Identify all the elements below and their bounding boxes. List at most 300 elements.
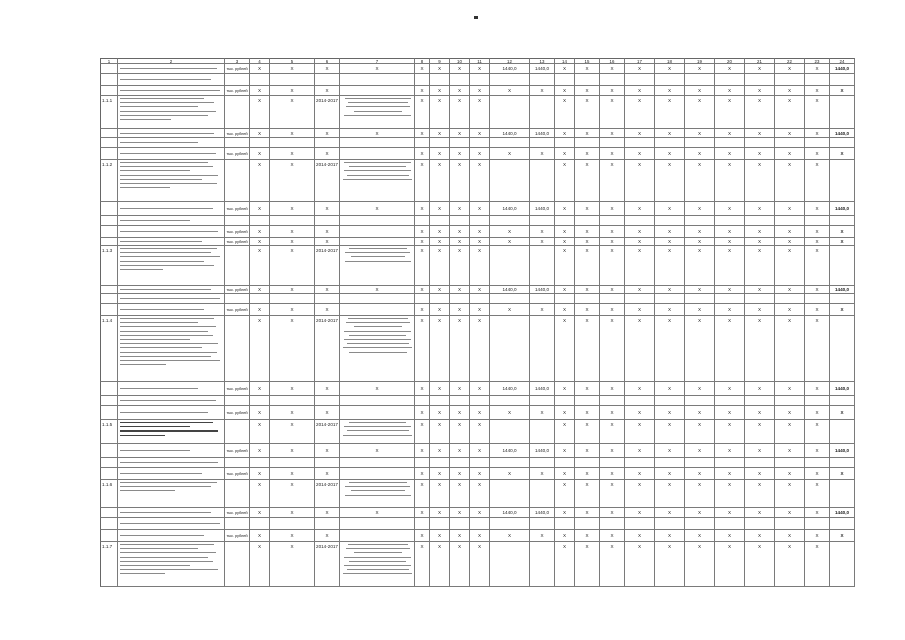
value-cell: X <box>270 64 315 74</box>
value-cell: X <box>250 202 270 216</box>
value-cell: X <box>575 286 600 294</box>
value-cell <box>575 396 600 406</box>
value-cell <box>600 518 625 530</box>
column-number: 13 <box>530 58 555 64</box>
value-cell: X <box>655 148 685 160</box>
value-cell: X <box>490 148 530 160</box>
unit-cell <box>225 138 250 148</box>
unit-cell: тыс. рублей <box>225 286 250 294</box>
value-cell: X <box>805 304 830 316</box>
value-cell <box>315 294 340 304</box>
value-cell: X <box>745 444 775 458</box>
value-cell: X <box>715 246 745 286</box>
text-line <box>120 573 165 574</box>
value-cell: X <box>805 508 830 518</box>
value-cell: X <box>655 202 685 216</box>
text-line <box>120 422 213 423</box>
column-number: 7 <box>340 58 415 64</box>
text-line <box>120 208 213 209</box>
value-cell <box>745 216 775 226</box>
value-cell <box>530 246 555 286</box>
text-line <box>346 548 410 549</box>
text-line <box>343 347 412 348</box>
value-cell <box>430 216 450 226</box>
description-cell <box>118 468 225 480</box>
text-line <box>120 356 211 357</box>
value-cell <box>530 160 555 202</box>
value-cell: X <box>270 444 315 458</box>
value-cell: X <box>430 238 450 246</box>
value-cell <box>830 74 855 86</box>
value-cell <box>415 518 430 530</box>
unit-cell <box>225 420 250 444</box>
value-cell: X <box>555 508 575 518</box>
value-cell: X <box>775 508 805 518</box>
value-cell <box>715 138 745 148</box>
value-cell: X <box>470 480 490 508</box>
value-cell: X <box>415 286 430 294</box>
funding-row <box>100 396 855 406</box>
value-cell: X <box>555 530 575 542</box>
value-cell: X <box>490 86 530 96</box>
value-cell: X <box>315 304 340 316</box>
value-cell: X <box>600 160 625 202</box>
value-cell: X <box>625 542 655 587</box>
funding-row <box>100 238 855 246</box>
value-cell: X <box>470 382 490 396</box>
value-cell: X <box>575 96 600 129</box>
value-cell: X <box>775 64 805 74</box>
text-line <box>120 331 208 332</box>
value-cell: X <box>685 286 715 294</box>
text-line <box>120 347 202 348</box>
value-cell <box>775 458 805 468</box>
value-cell: X <box>470 246 490 286</box>
text-line <box>347 569 409 570</box>
text-line <box>120 98 204 99</box>
value-cell: X <box>555 406 575 420</box>
responsible-cell <box>340 316 415 382</box>
value-cell <box>830 160 855 202</box>
value-cell: X <box>655 382 685 396</box>
column-number: 1 <box>100 58 118 64</box>
value-cell <box>625 396 655 406</box>
text-line <box>120 339 190 340</box>
text-line <box>120 90 220 91</box>
text-line <box>120 248 217 249</box>
value-cell: X <box>470 530 490 542</box>
value-cell: 1440,0 <box>830 286 855 294</box>
value-cell: X <box>715 480 745 508</box>
value-cell <box>340 86 415 96</box>
value-cell: X <box>715 238 745 246</box>
value-cell: X <box>600 406 625 420</box>
value-cell <box>530 396 555 406</box>
value-cell: X <box>600 508 625 518</box>
value-cell: X <box>775 468 805 480</box>
value-cell: X <box>415 316 430 382</box>
value-cell <box>430 458 450 468</box>
value-cell <box>340 304 415 316</box>
row-number <box>100 216 118 226</box>
responsible-cell <box>340 96 415 129</box>
unit-cell <box>225 74 250 86</box>
text-line <box>120 183 217 184</box>
value-cell <box>490 294 530 304</box>
program-item-row <box>100 246 855 286</box>
value-cell <box>340 226 415 238</box>
value-cell <box>530 74 555 86</box>
value-cell: X <box>430 148 450 160</box>
value-cell: X <box>775 420 805 444</box>
value-cell <box>685 458 715 468</box>
value-cell: X <box>250 286 270 294</box>
value-cell: X <box>805 64 830 74</box>
value-cell: X <box>805 96 830 129</box>
funding-row <box>100 444 855 458</box>
value-cell: X <box>625 444 655 458</box>
value-cell: X <box>430 382 450 396</box>
row-number <box>100 530 118 542</box>
column-number: 8 <box>415 58 430 64</box>
value-cell: X <box>805 238 830 246</box>
value-cell: X <box>830 238 855 246</box>
value-cell: X <box>470 160 490 202</box>
description-cell <box>118 129 225 138</box>
value-cell <box>415 74 430 86</box>
row-number <box>100 458 118 468</box>
text-line <box>120 142 198 143</box>
value-cell <box>830 396 855 406</box>
value-cell <box>490 216 530 226</box>
budget-table <box>100 58 855 587</box>
unit-cell: тыс. рублей <box>225 406 250 420</box>
value-cell <box>715 74 745 86</box>
value-cell: X <box>685 160 715 202</box>
value-cell: X <box>575 238 600 246</box>
value-cell <box>340 530 415 542</box>
row-number <box>100 508 118 518</box>
value-cell: X <box>775 542 805 587</box>
value-cell <box>450 74 470 86</box>
value-cell: X <box>315 129 340 138</box>
value-cell: X <box>805 148 830 160</box>
value-cell: 1440,0 <box>530 508 555 518</box>
column-number: 21 <box>745 58 775 64</box>
value-cell: X <box>415 480 430 508</box>
value-cell: X <box>745 530 775 542</box>
value-cell: X <box>430 286 450 294</box>
funding-row <box>100 286 855 294</box>
value-cell: X <box>250 444 270 458</box>
value-cell: X <box>685 468 715 480</box>
value-cell <box>805 216 830 226</box>
value-cell: X <box>270 246 315 286</box>
value-cell: X <box>340 286 415 294</box>
value-cell <box>775 74 805 86</box>
value-cell <box>625 458 655 468</box>
value-cell: X <box>250 382 270 396</box>
description-cell <box>118 508 225 518</box>
value-cell: X <box>575 530 600 542</box>
value-cell: X <box>250 480 270 508</box>
value-cell: X <box>270 468 315 480</box>
value-cell <box>805 396 830 406</box>
text-line <box>120 261 204 262</box>
value-cell: 1440,0 <box>530 64 555 74</box>
text-line <box>120 490 175 491</box>
text-line <box>343 435 412 436</box>
text-line <box>120 106 198 107</box>
value-cell <box>490 396 530 406</box>
text-line <box>347 430 409 431</box>
text-line <box>120 220 190 221</box>
value-cell <box>470 458 490 468</box>
text-line <box>120 565 190 566</box>
text-line <box>120 544 214 545</box>
value-cell: X <box>575 468 600 480</box>
text-line <box>344 170 411 171</box>
value-cell: 1440,0 <box>490 64 530 74</box>
row-number <box>100 396 118 406</box>
value-cell <box>685 518 715 530</box>
value-cell <box>415 294 430 304</box>
row-number: 1.1.6 <box>100 480 118 508</box>
text-line <box>120 557 208 558</box>
value-cell: X <box>415 129 430 138</box>
value-cell: X <box>625 148 655 160</box>
text-line <box>349 352 407 353</box>
value-cell: X <box>430 444 450 458</box>
value-cell: X <box>555 420 575 444</box>
value-cell <box>715 518 745 530</box>
unit-cell <box>225 216 250 226</box>
column-number: 12 <box>490 58 530 64</box>
value-cell: X <box>625 246 655 286</box>
description-cell <box>118 86 225 96</box>
value-cell: X <box>270 226 315 238</box>
value-cell: X <box>805 444 830 458</box>
value-cell: X <box>575 129 600 138</box>
value-cell: X <box>250 226 270 238</box>
text-line <box>120 486 211 487</box>
value-cell <box>575 216 600 226</box>
value-cell: 1440,0 <box>490 286 530 294</box>
description-cell <box>118 238 225 246</box>
value-cell <box>625 294 655 304</box>
text-line <box>120 552 216 553</box>
value-cell: X <box>625 406 655 420</box>
text-line <box>120 352 217 353</box>
unit-cell <box>225 96 250 129</box>
value-cell: X <box>745 148 775 160</box>
value-cell <box>450 294 470 304</box>
value-cell: 1440,0 <box>830 202 855 216</box>
value-cell <box>830 316 855 382</box>
value-cell <box>745 294 775 304</box>
value-cell <box>600 294 625 304</box>
text-line <box>344 162 411 163</box>
description-cell <box>118 480 225 508</box>
period-cell: 2014-2017 <box>315 420 340 444</box>
row-number: 1.1.4 <box>100 316 118 382</box>
responsible-cell <box>340 246 415 286</box>
funding-row <box>100 74 855 86</box>
text-line <box>344 339 411 340</box>
value-cell: X <box>715 64 745 74</box>
value-cell: X <box>450 444 470 458</box>
text-line <box>351 256 405 257</box>
value-cell <box>805 518 830 530</box>
value-cell: X <box>315 382 340 396</box>
value-cell: X <box>600 420 625 444</box>
value-cell <box>805 138 830 148</box>
funding-row <box>100 216 855 226</box>
value-cell <box>490 420 530 444</box>
column-number: 24 <box>830 58 855 64</box>
value-cell <box>250 138 270 148</box>
value-cell: X <box>450 468 470 480</box>
description-cell <box>118 74 225 86</box>
value-cell <box>315 216 340 226</box>
funding-row <box>100 138 855 148</box>
column-number: 3 <box>225 58 250 64</box>
value-cell: X <box>430 64 450 74</box>
value-cell: X <box>250 316 270 382</box>
value-cell: X <box>655 246 685 286</box>
value-cell: X <box>625 129 655 138</box>
text-line <box>347 175 409 176</box>
column-number: 6 <box>315 58 340 64</box>
value-cell: X <box>745 480 775 508</box>
value-cell <box>830 480 855 508</box>
value-cell <box>430 294 450 304</box>
period-cell: 2014-2017 <box>315 480 340 508</box>
value-cell: X <box>270 148 315 160</box>
text-line <box>343 573 412 574</box>
text-line <box>120 388 198 389</box>
value-cell <box>530 480 555 508</box>
row-number <box>100 138 118 148</box>
value-cell: X <box>745 246 775 286</box>
value-cell: X <box>340 444 415 458</box>
unit-cell: тыс. рублей <box>225 64 250 74</box>
text-line <box>120 412 208 413</box>
value-cell <box>530 294 555 304</box>
value-cell: X <box>600 226 625 238</box>
value-cell: X <box>555 148 575 160</box>
value-cell: X <box>775 304 805 316</box>
value-cell <box>340 406 415 420</box>
value-cell <box>315 138 340 148</box>
row-number <box>100 129 118 138</box>
value-cell: X <box>315 86 340 96</box>
value-cell: X <box>430 406 450 420</box>
text-line <box>345 486 410 487</box>
value-cell: X <box>430 129 450 138</box>
value-cell: X <box>270 508 315 518</box>
value-cell: X <box>655 480 685 508</box>
value-cell: X <box>600 480 625 508</box>
value-cell: X <box>555 238 575 246</box>
column-number: 17 <box>625 58 655 64</box>
value-cell <box>450 396 470 406</box>
value-cell: X <box>655 129 685 138</box>
responsible-cell <box>340 542 415 587</box>
value-cell: X <box>600 129 625 138</box>
value-cell: X <box>270 286 315 294</box>
value-cell: X <box>745 202 775 216</box>
text-line <box>349 248 407 249</box>
value-cell: X <box>450 480 470 508</box>
value-cell <box>745 396 775 406</box>
description-cell <box>118 542 225 587</box>
value-cell: X <box>745 316 775 382</box>
value-cell: X <box>805 468 830 480</box>
value-cell <box>250 396 270 406</box>
value-cell <box>530 542 555 587</box>
value-cell: X <box>575 64 600 74</box>
value-cell <box>340 148 415 160</box>
value-cell <box>530 458 555 468</box>
value-cell: X <box>805 286 830 294</box>
value-cell: X <box>715 406 745 420</box>
value-cell: X <box>745 238 775 246</box>
value-cell: X <box>685 530 715 542</box>
text-line <box>120 162 208 163</box>
value-cell: X <box>575 226 600 238</box>
value-cell <box>685 138 715 148</box>
value-cell: X <box>555 480 575 508</box>
value-cell: X <box>415 86 430 96</box>
description-cell <box>118 304 225 316</box>
text-line <box>344 557 411 558</box>
value-cell: X <box>250 148 270 160</box>
text-line <box>349 335 406 336</box>
value-cell <box>685 74 715 86</box>
text-line <box>120 256 220 257</box>
text-line <box>120 523 220 524</box>
value-cell <box>430 396 450 406</box>
text-line <box>120 561 213 562</box>
value-cell <box>715 216 745 226</box>
value-cell: X <box>270 382 315 396</box>
value-cell <box>490 518 530 530</box>
text-line <box>120 548 198 549</box>
value-cell: X <box>575 420 600 444</box>
value-cell: X <box>315 202 340 216</box>
text-line <box>120 102 214 103</box>
value-cell: X <box>490 226 530 238</box>
value-cell: X <box>655 468 685 480</box>
value-cell <box>415 216 430 226</box>
funding-row <box>100 382 855 396</box>
value-cell: X <box>490 304 530 316</box>
row-number <box>100 304 118 316</box>
text-line <box>120 133 214 134</box>
value-cell <box>415 458 430 468</box>
unit-cell: тыс. рублей <box>225 468 250 480</box>
description-cell <box>118 286 225 294</box>
text-line <box>120 187 170 188</box>
value-cell: X <box>450 406 470 420</box>
text-line <box>120 430 218 431</box>
value-cell: X <box>315 508 340 518</box>
value-cell <box>430 518 450 530</box>
text-line <box>345 261 411 262</box>
value-cell <box>655 294 685 304</box>
text-line <box>120 364 166 365</box>
